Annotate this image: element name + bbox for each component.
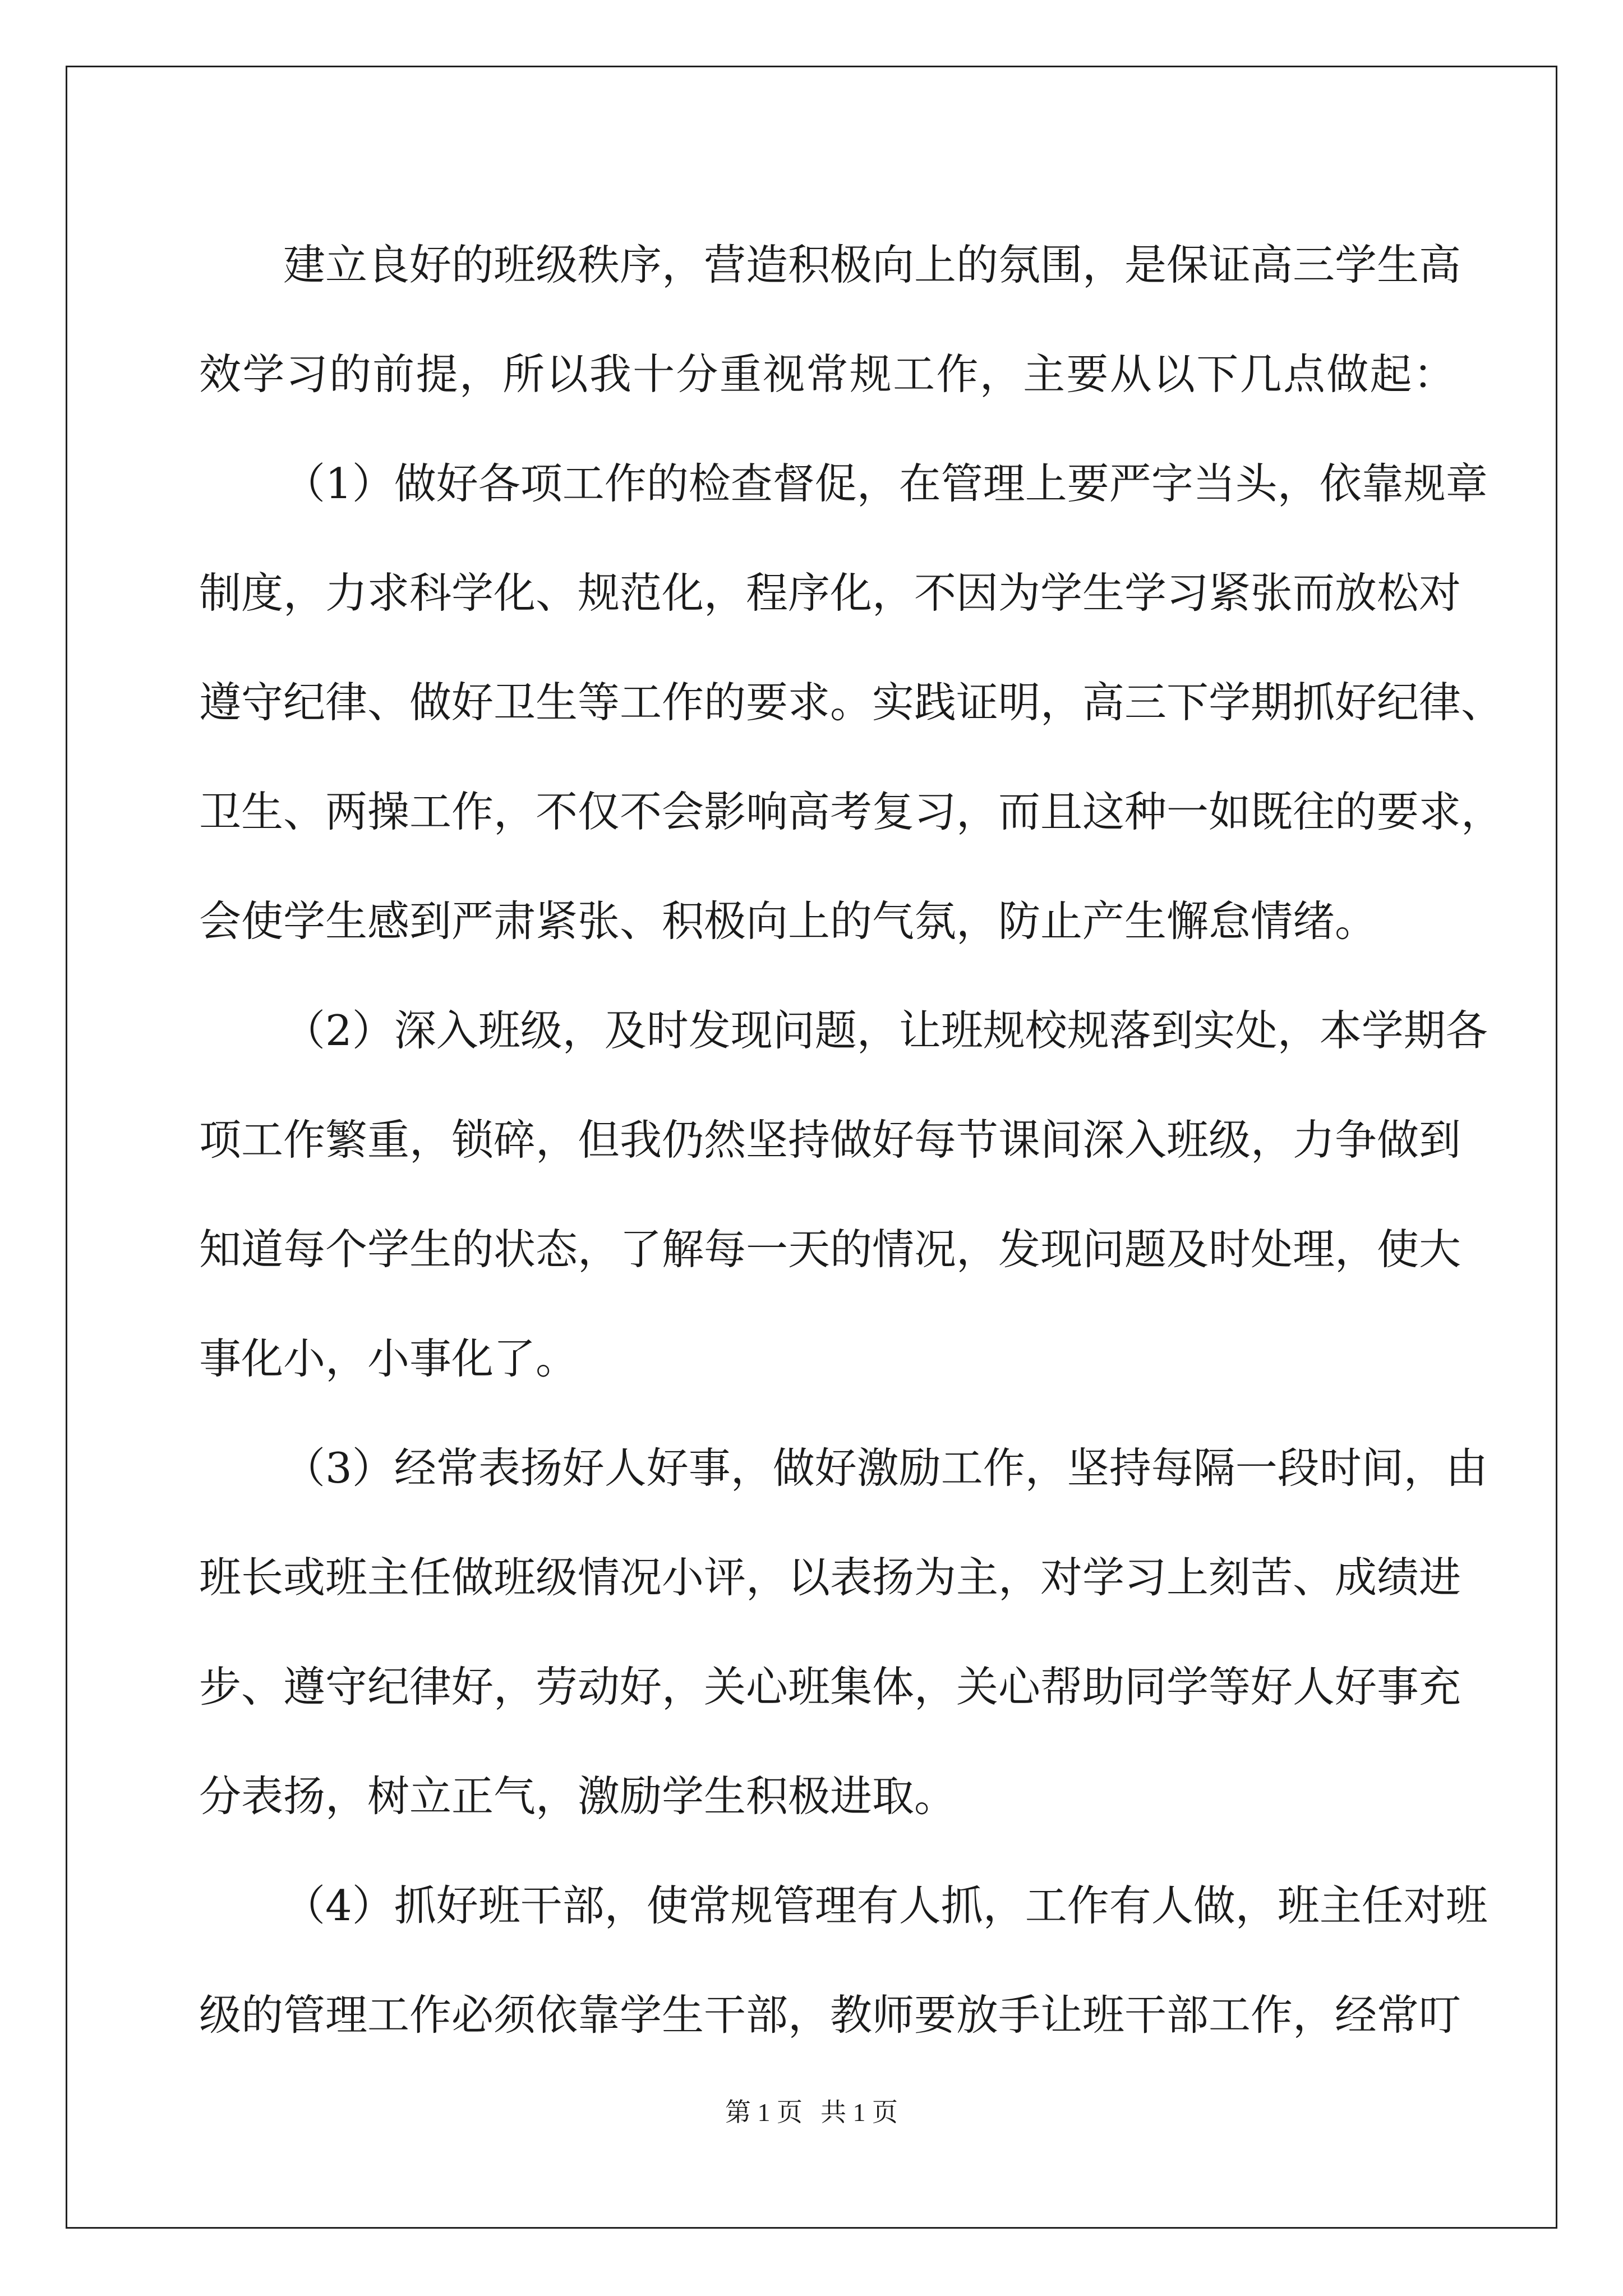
page-footer <box>0 2096 1623 2129</box>
paragraph-4-line-2: 班长或班主任做班级情况小评，以表扬为主，对学习上刻苦、成绩进 <box>199 1553 1461 1602</box>
paragraph-2-line-4: 卫生、两操工作，不仅不会影响高考复习，而且这种一如既往的要求， <box>199 787 1504 836</box>
paragraph-2-line-5: 会使学生感到严肃紧张、积极向上的气氛，防止产生懈怠情绪。 <box>199 896 1377 946</box>
paragraph-3-line-3: 知道每个学生的状态，了解每一天的情况，发现问题及时处理，使大 <box>199 1225 1461 1274</box>
paragraph-5-line-2: 级的管理工作必须依靠学生干部，教师要放手让班干部工作，经常叮 <box>199 1990 1461 2040</box>
paragraph-4-line-3: 步、遵守纪律好，劳动好，关心班集体，关心帮助同学等好人好事充 <box>199 1662 1461 1711</box>
paragraph-5-line-1: （4）抓好班干部，使常规管理有人抓，工作有人做，班主任对班 <box>283 1881 1488 1930</box>
paragraph-4-line-4: 分表扬，树立正气，激励学生积极进取。 <box>199 1772 957 1821</box>
paragraph-2-line-1: （1）做好各项工作的检查督促，在管理上要严字当头，依靠规章 <box>283 459 1488 508</box>
paragraph-2-line-3: 遵守纪律、做好卫生等工作的要求。实践证明，高三下学期抓好纪律、 <box>199 678 1504 727</box>
paragraph-3-line-2: 项工作繁重，锁碎，但我仍然坚持做好每节课间深入班级，力争做到 <box>199 1115 1461 1165</box>
page-number: 第 1 页 <box>725 2098 803 2127</box>
paragraph-1-line-2: 效学习的前提，所以我十分重视常规工作，主要从以下几点做起： <box>199 349 1455 399</box>
paragraph-2-line-2: 制度，力求科学化、规范化，程序化，不因为学生学习紧张而放松对 <box>199 568 1461 618</box>
paragraph-3-line-4: 事化小，小事化了。 <box>199 1334 578 1383</box>
paragraph-1-line-1: 建立良好的班级秩序，营造积极向上的氛围，是保证高三学生高 <box>283 240 1461 289</box>
paragraph-3-line-1: （2）深入班级，及时发现问题，让班规校规落到实处，本学期各 <box>283 1006 1488 1055</box>
paragraph-4-line-1: （3）经常表扬好人好事，做好激励工作，坚持每隔一段时间，由 <box>283 1443 1488 1493</box>
page-total: 共 1 页 <box>820 2098 898 2127</box>
document-body <box>199 210 1504 2070</box>
